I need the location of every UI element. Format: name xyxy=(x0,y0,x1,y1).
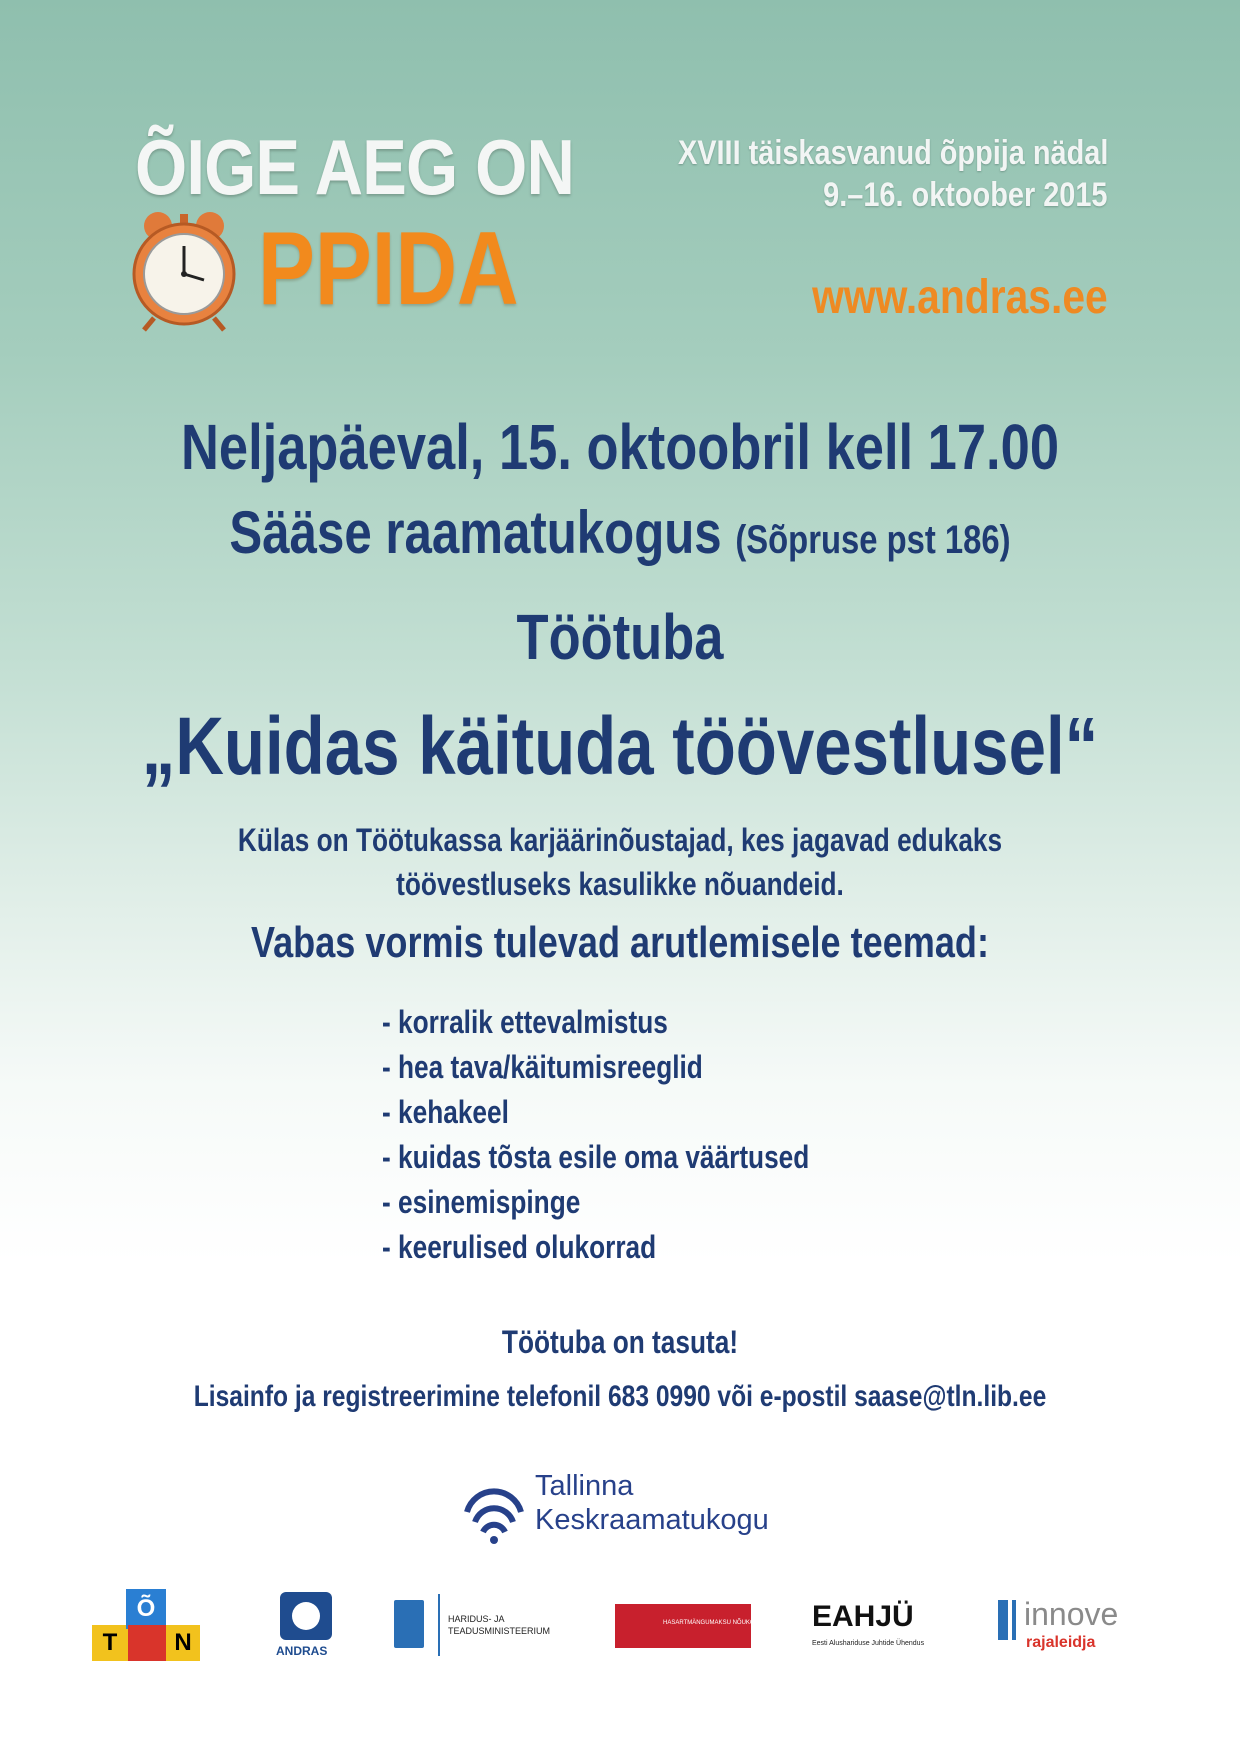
venue-address: (Sõpruse pst 186) xyxy=(735,518,1011,562)
topic-item: - kehakeel xyxy=(382,1094,509,1130)
library-logo xyxy=(463,1470,783,1552)
intro-line-1: Külas on Töötukassa karjäärinõustajad, kes jagavad edukaks xyxy=(237,822,1003,858)
event-date-time: Neljapäeval, 15. oktoobril kell 17.00 xyxy=(180,411,1060,483)
ton-block-t: T xyxy=(92,1625,128,1661)
ministry-line1: HARIDUS- JA xyxy=(448,1614,505,1624)
intro-line-2: töövestluseks kasulikke nõuandeid. xyxy=(396,866,844,902)
ton-block-o: Õ xyxy=(126,1589,166,1629)
wifi-arc-icon xyxy=(463,1484,525,1546)
venue-name: Sääse raamatukogus xyxy=(229,499,722,566)
ministry-logo xyxy=(394,1592,564,1658)
hkn-logo xyxy=(615,1604,764,1648)
coat-of-arms-icon xyxy=(394,1600,424,1648)
workshop-title: „Kuidas käituda töövestlusel“ xyxy=(141,701,1099,792)
eahju-logo xyxy=(808,1600,944,1656)
event-venue xyxy=(112,498,1129,567)
innove-label: innove xyxy=(1024,1596,1119,1632)
hkn-label: HASARTMÄNGUMAKSU NÕUKOGU xyxy=(663,1620,764,1626)
topic-item: - kuidas tõsta esile oma väärtused xyxy=(382,1139,810,1175)
contact-info: Lisainfo ja registreerimine telefonil 683 0990 või e-postil saase@tln.lib.ee xyxy=(193,1380,1047,1413)
andras-logo xyxy=(276,1592,336,1660)
innove-subtitle: rajaleidja xyxy=(1026,1634,1096,1651)
website-link[interactable]: www.andras.ee xyxy=(812,271,1108,324)
ton-logo xyxy=(92,1585,214,1665)
ministry-line2: TEADUSMINISTEERIUM xyxy=(448,1626,551,1636)
andras-label: ANDRAS xyxy=(276,1644,328,1658)
eahju-label: EAHJÜ xyxy=(812,1600,914,1633)
library-name-line2: Keskraamatukogu xyxy=(535,1504,769,1536)
topic-item: - hea tava/käitumisreeglid xyxy=(382,1049,703,1085)
ton-block-n: N xyxy=(166,1625,200,1661)
logo-title-line1: ÕIGE AEG ON xyxy=(135,123,575,211)
ton-block-red xyxy=(128,1625,166,1661)
logo-title-line2: PPIDA xyxy=(258,211,519,327)
eahju-subtitle: Eesti Alushariduse Juhtide Ühendus xyxy=(812,1640,925,1647)
topic-item: - keerulised olukorrad xyxy=(382,1229,657,1265)
workshop-label: Töötuba xyxy=(516,601,724,673)
topic-item: - korralik ettevalmistus xyxy=(382,1004,668,1040)
innove-logo xyxy=(998,1596,1158,1658)
topic-item: - esinemispinge xyxy=(382,1184,581,1220)
event-week-title: XVIII täiskasvanud õppija nädal xyxy=(677,134,1108,172)
alarm-clock-icon xyxy=(128,210,240,332)
event-week-dates: 9.–16. oktoober 2015 xyxy=(823,176,1108,214)
topics-heading: Vabas vormis tulevad arutlemisele teemad: xyxy=(251,918,989,967)
library-name-line1: Tallinna xyxy=(535,1470,634,1502)
free-note: Töötuba on tasuta! xyxy=(501,1324,739,1360)
topics-list xyxy=(382,1000,903,1270)
